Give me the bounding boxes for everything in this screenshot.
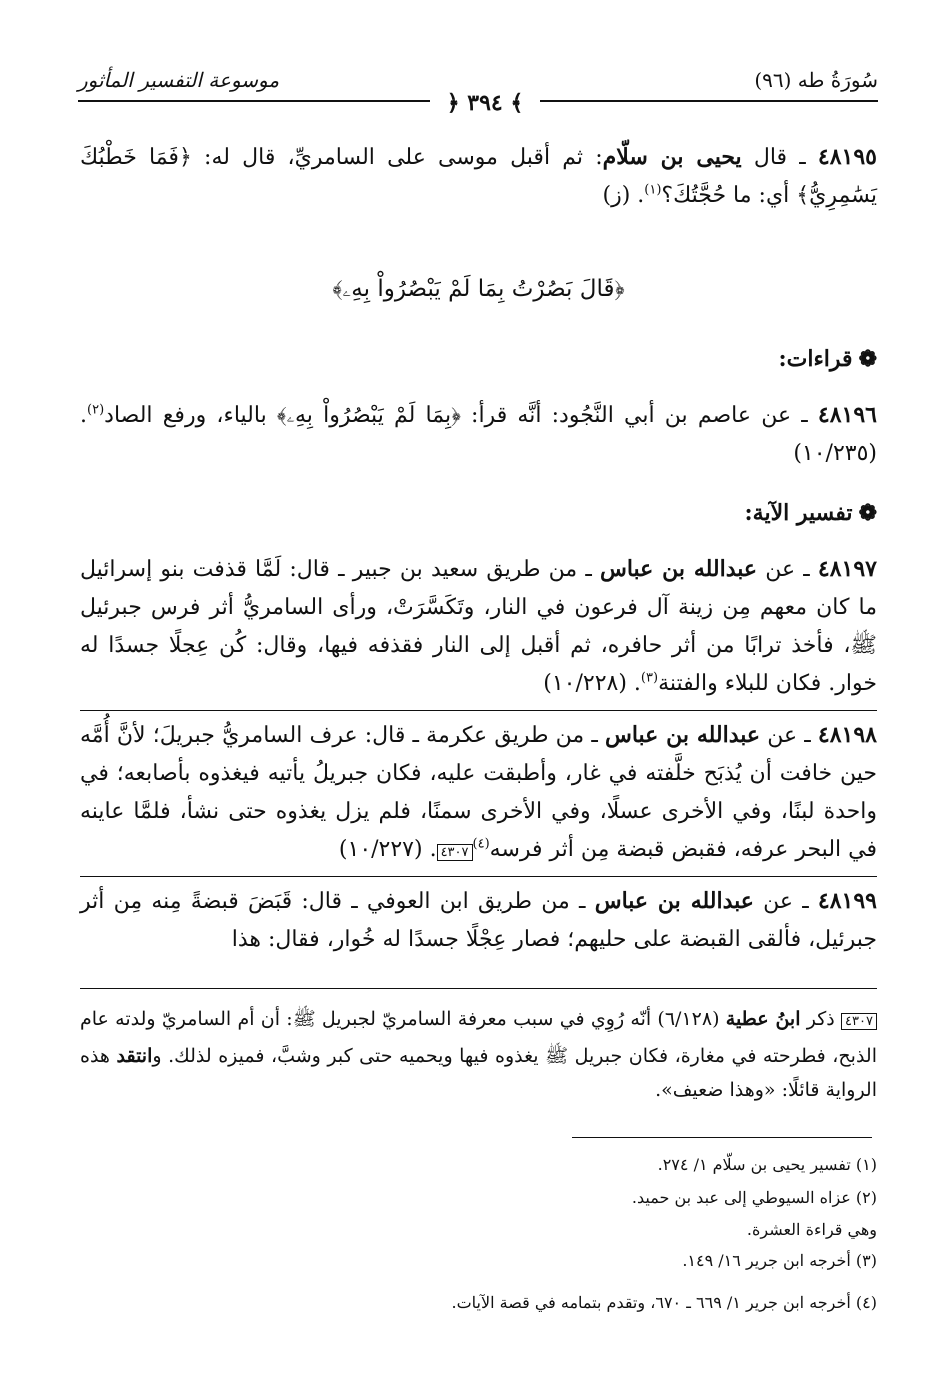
narrator-name: عبدالله بن عباس — [599, 556, 758, 582]
footnote-ref: (٢) — [87, 402, 105, 418]
entry-number: ٤٨١٩٩ — [817, 888, 877, 914]
comment-ref-box: ٤٣٠٧ — [437, 844, 473, 861]
entry-number: ٤٨١٩٦ — [817, 402, 877, 428]
page-number: ﴾ ٣٩٤ ﴿ — [430, 90, 540, 116]
narrator-name: عبدالله بن عباس — [594, 888, 754, 914]
flower-icon: ❁ — [858, 500, 877, 526]
book-title: موسوعة التفسير المأثور — [78, 68, 280, 92]
entry-48195: ٤٨١٩٥ ـ قال يحيى بن سلّام: ثم أقبل موسى على السامريِّ، قال له: ﴿فَمَا خَطْبُكَ يَسَٰمِرِيُّ﴾ أي: ما حُجَّتُكَ؟$^{(١)}$. (ز) — [80, 144, 877, 208]
quran-verse: ﴿قَالَ بَصُرْتُ بِمَا لَمْ يَبْصُرُواْ بِهِۦ﴾ — [332, 276, 625, 302]
entry-number: ٤٨١٩٥ — [817, 144, 877, 170]
narrator-name: يحيى بن سلّام — [602, 144, 742, 170]
entry-48198: ٤٨١٩٨ ـ عن عبدالله بن عباس ـ من طريق عكرمة ـ قال: عرف السامريُّ جبريلَ؛ لأنَّ أُمَّه حين خافت أن يُذبَح خلَّفته في غار، وأطبقت عليه، فكان جبريلُ يأتيه فيغذوه بأصابعه؛ في واحدة لبنًا، وفي الأخرى عسلًا، وفي الأخرى سمنًا، فلم يزل يغذوه حتى نشأ، فلمَّا عاينه في البحر عرفه، فقبض قبضة مِن أثر فرسه$^{(٤)}$٤٣٠٧. (١٠/٢٢٧) — [80, 722, 877, 862]
section-heading-tafsir: ❁تفسير الآية: — [744, 500, 877, 526]
footnote-4: (٤) أخرجه ابن جرير ١/ ٦٦٩ ـ ٦٧٠، وتقدم بتمامه في قصة الآيات. — [451, 1293, 877, 1312]
comment-separator — [80, 988, 877, 989]
footnote-3: (٣) أخرجه ابن جرير ١٦/ ١٤٩. — [682, 1251, 877, 1270]
footnote-2: (٢) عزاه السيوطي إلى عبد بن حميد. — [631, 1188, 877, 1207]
section-heading-qiraat: ❁قراءات: — [778, 346, 877, 372]
entry-number: ٤٨١٩٨ — [817, 722, 877, 748]
editor-comment: ٤٣٠٧ ذكر ابنُ عطية (٦/١٢٨) أنّه رُوِي في سبب معرفة السامريّ لجبريل ﷺ: أن أم السامريّ ولدته عام الذبح، فطرحته في مغارة، فكان جبريل ﷺ يغذوه فيها ويحميه حتى كبر وشبَّ، فميزه لذلك. وانتقد هذه الرواية قائلًا: «وهذا ضعيف». — [80, 1008, 878, 1101]
entry-48196: ٤٨١٩٦ ـ عن عاصم بن أبي النَّجُود: أنَّه قرأ: ﴿بِمَا لَمْ يَبْصُرُواْ بِهِۦ﴾ بالياء، ورفع الصاد$^{(٢)}$. (١٠/٢٣٥) — [80, 402, 877, 466]
footnote-ref: (٣) — [640, 670, 659, 686]
scholar-name: ابنُ عطية — [725, 1008, 801, 1030]
footnote-ref: (١) — [644, 182, 662, 198]
entry-separator — [80, 710, 877, 711]
footnote-2-cont: وهي قراءة العشرة. — [746, 1220, 877, 1239]
entry-separator — [80, 876, 877, 877]
entry-48197: ٤٨١٩٧ ـ عن عبدالله بن عباس ـ من طريق سعيد بن جبير ـ قال: لَمَّا قذفت بنو إسرائيل ما كان معهم مِن زينة آل فرعون في النار، وتَكَسَّرَتْ، ورأى السامريُّ أثر فرس جبرئيل ﷺ، فأخذ ترابًا من أثر حافره، ثم أقبل إلى النار فقذفه فيها، وقال: كُن عِجلًا جسدًا له خوار. فكان للبلاء والفتنة$^{(٣)}$. (١٠/٢٢٨) — [80, 556, 877, 696]
footnote-ref: (٤) — [472, 836, 490, 852]
entry-number: ٤٨١٩٧ — [817, 556, 877, 582]
surah-title: سُورَةُ طه (٩٦) — [754, 68, 878, 92]
flower-icon: ❁ — [858, 346, 877, 372]
footnote-rule — [572, 1137, 872, 1138]
narrator-name: عبدالله بن عباس — [604, 722, 761, 748]
comment-number-box: ٤٣٠٧ — [841, 1013, 877, 1030]
footnote-1: (١) تفسير يحيى بن سلّام ١/ ٢٧٤. — [657, 1155, 877, 1174]
entry-48199: ٤٨١٩٩ ـ عن عبدالله بن عباس ـ من طريق ابن العوفي ـ قال: قَبَضَ قبضةً مِنه مِن أثر جبرئيل، فألقى القبضة على حليهم؛ فصار عِجْلًا جسدًا له خُوار، فقال: هذا — [80, 888, 877, 952]
